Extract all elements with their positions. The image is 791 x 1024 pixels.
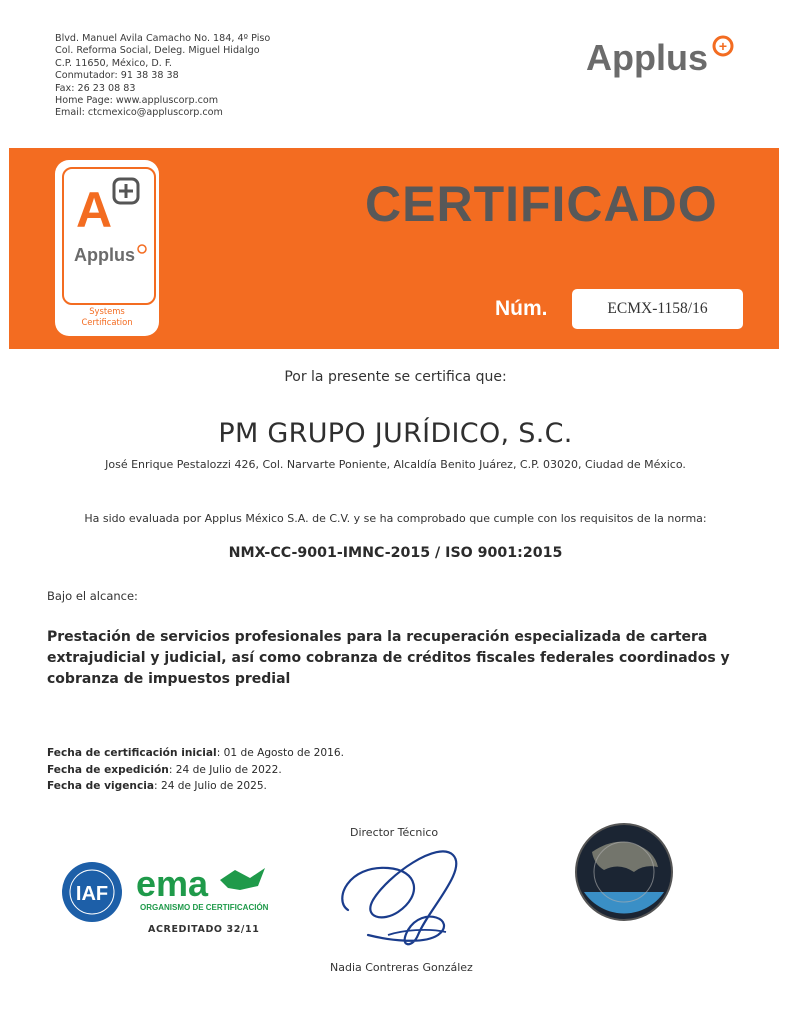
iaf-logo-text: IAF xyxy=(75,883,109,905)
applus-logo-text: Applus xyxy=(586,37,708,78)
date-label: Fecha de vigencia xyxy=(47,780,155,792)
address-line: Blvd. Manuel Avila Camacho No. 184, 4º Piso xyxy=(55,33,271,44)
address-line: Col. Reforma Social, Deleg. Miguel Hidalgo xyxy=(55,45,260,57)
director-title: Director Técnico xyxy=(350,826,439,839)
applus-logo xyxy=(586,32,736,88)
eagle-icon xyxy=(220,868,265,890)
evaluation-statement: Ha sido evaluada por Applus México S.A. de C.V. y se ha comprobado que cumple con los requisitos de la norma: xyxy=(84,512,707,525)
company-address-block xyxy=(55,33,270,120)
certificate-header-band xyxy=(9,148,779,349)
badge-caption-line1: Systems xyxy=(89,306,125,316)
director-signature xyxy=(328,840,473,955)
intro-text: Por la presente se certifica que: xyxy=(284,369,507,385)
badge-mark xyxy=(64,169,154,303)
standard-norm: NMX-CC-9001-IMNC-2015 / ISO 9001:2015 xyxy=(228,545,563,561)
initial-certification-date xyxy=(47,745,344,762)
badge-brand-text: Applus xyxy=(74,245,135,265)
badge-frame xyxy=(62,167,156,305)
date-label: Fecha de expedición xyxy=(47,763,169,776)
scope-label: Bajo el alcance: xyxy=(47,589,138,603)
validity-date xyxy=(47,778,344,795)
issue-date xyxy=(47,762,344,779)
company-name: PM GRUPO JURÍDICO, S.C. xyxy=(218,418,573,449)
email-line: Email: ctcmexico@appluscorp.com xyxy=(55,107,223,119)
ema-logo-text: ema xyxy=(136,863,209,904)
director-name: Nadia Contreras González xyxy=(330,961,473,974)
plus-icon: + xyxy=(718,38,728,54)
homepage-line: Home Page: www.appluscorp.com xyxy=(55,95,219,107)
address-line: C.P. 11650, México, D. F. xyxy=(55,57,172,69)
accreditation-number: ACREDITADO 32/11 xyxy=(148,924,260,935)
fax-line: Fax: 26 23 08 83 xyxy=(55,82,136,94)
systems-certification-badge xyxy=(55,160,159,336)
hologram-seal-icon xyxy=(574,822,674,922)
ema-subtitle: ORGANISMO DE CERTIFICACIÓN xyxy=(140,903,269,912)
certificate-number-value: ECMX-1158/16 xyxy=(572,289,743,329)
certificate-dates xyxy=(47,745,344,795)
badge-caption-line2: Certification xyxy=(81,317,133,327)
badge-letter: A xyxy=(76,182,113,238)
phone-line: Conmutador: 91 38 38 38 xyxy=(55,70,179,82)
iaf-logo xyxy=(62,862,122,922)
date-label: Fecha de certificación inicial xyxy=(47,747,217,759)
certificate-number-label: Núm. xyxy=(495,297,548,320)
scope-text: Prestación de servicios profesionales para la recuperación especializada de cartera extrajudicial y judicial, así como cobranza de créditos fiscales federales coordinados y cobranza de impuestos predial xyxy=(47,629,730,687)
date-value: : 01 de Agosto de 2016. xyxy=(216,747,344,759)
date-value: : 24 de Julio de 2022. xyxy=(168,763,282,776)
date-value: : 24 de Julio de 2025. xyxy=(154,780,267,792)
certificate-title: CERTIFICADO xyxy=(365,176,718,232)
ema-logo xyxy=(136,863,269,912)
company-address: José Enrique Pestalozzi 426, Col. Narvarte Poniente, Alcaldía Benito Juárez, C.P. 03020, Ciudad de México. xyxy=(105,458,686,471)
